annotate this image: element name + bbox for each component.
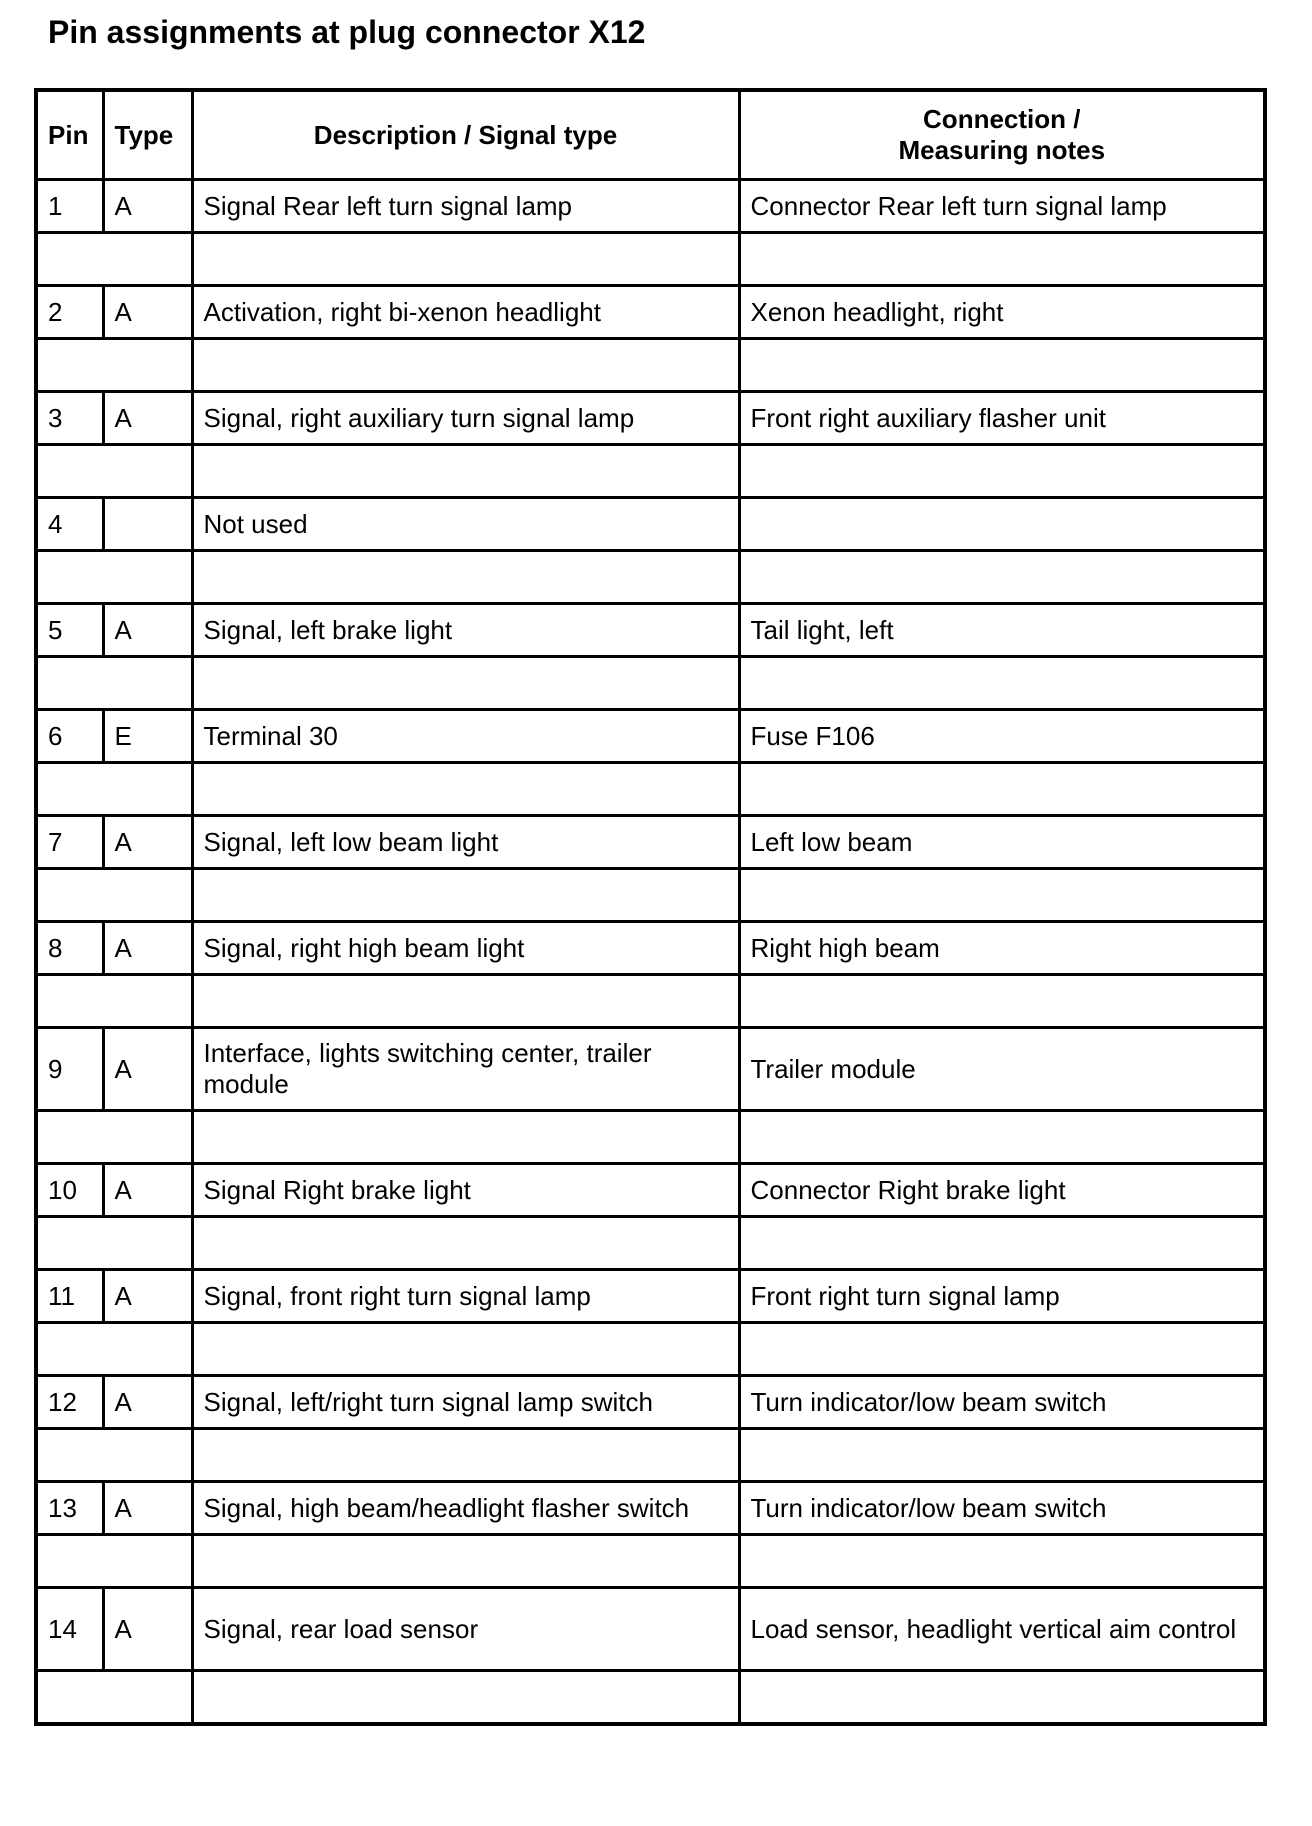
connection-cell	[739, 498, 1265, 551]
page-title: Pin assignments at plug connector X12	[48, 14, 646, 50]
connection-cell: Connector Rear left turn signal lamp	[739, 180, 1265, 233]
pin-cell: 3	[36, 392, 103, 445]
table-row	[36, 816, 1265, 869]
type-cell: A	[103, 1482, 192, 1535]
description-cell: Signal, right auxiliary turn signal lamp	[192, 392, 739, 445]
description-cell: Signal, high beam/headlight flasher switch	[192, 1482, 739, 1535]
spacer-cell	[739, 339, 1265, 392]
connection-cell: Xenon headlight, right	[739, 286, 1265, 339]
spacer-cell	[192, 1323, 739, 1376]
spacer-cell	[192, 657, 739, 710]
spacer-cell	[36, 1429, 192, 1482]
description-cell: Signal Rear left turn signal lamp	[192, 180, 739, 233]
description-cell: Signal, left brake light	[192, 604, 739, 657]
spacer-cell	[739, 1111, 1265, 1164]
spacer-row	[36, 869, 1265, 922]
spacer-cell	[739, 1671, 1265, 1725]
spacer-row	[36, 1671, 1265, 1725]
spacer-cell	[36, 1323, 192, 1376]
spacer-cell	[739, 763, 1265, 816]
spacer-cell	[36, 975, 192, 1028]
spacer-cell	[739, 1429, 1265, 1482]
spacer-cell	[192, 1535, 739, 1588]
spacer-cell	[192, 339, 739, 392]
description-cell: Signal, left low beam light	[192, 816, 739, 869]
spacer-cell	[36, 657, 192, 710]
table-row	[36, 498, 1265, 551]
table-row	[36, 1376, 1265, 1429]
spacer-row	[36, 1535, 1265, 1588]
table-row	[36, 604, 1265, 657]
spacer-row	[36, 339, 1265, 392]
header-type: Type	[103, 90, 192, 180]
pin-cell: 1	[36, 180, 103, 233]
table-row	[36, 392, 1265, 445]
spacer-row	[36, 1111, 1265, 1164]
table-row	[36, 922, 1265, 975]
type-cell: A	[103, 604, 192, 657]
spacer-cell	[739, 445, 1265, 498]
type-cell: A	[103, 392, 192, 445]
connection-cell: Trailer module	[739, 1028, 1265, 1111]
connection-cell: Right high beam	[739, 922, 1265, 975]
header-connection	[739, 90, 1265, 180]
spacer-cell	[739, 551, 1265, 604]
type-cell: A	[103, 1028, 192, 1111]
pin-cell: 13	[36, 1482, 103, 1535]
spacer-cell	[739, 657, 1265, 710]
spacer-cell	[36, 763, 192, 816]
spacer-cell	[739, 975, 1265, 1028]
table-row	[36, 1028, 1265, 1111]
table-row	[36, 1164, 1265, 1217]
description-cell: Not used	[192, 498, 739, 551]
spacer-row	[36, 1323, 1265, 1376]
description-cell: Signal, rear load sensor	[192, 1588, 739, 1671]
connection-cell: Front right turn signal lamp	[739, 1270, 1265, 1323]
spacer-cell	[36, 1535, 192, 1588]
table-row	[36, 1482, 1265, 1535]
table-row	[36, 1588, 1265, 1671]
spacer-cell	[192, 763, 739, 816]
connection-cell: Turn indicator/low beam switch	[739, 1482, 1265, 1535]
connection-cell: Tail light, left	[739, 604, 1265, 657]
pin-cell: 4	[36, 498, 103, 551]
table-row	[36, 1270, 1265, 1323]
spacer-cell	[739, 1217, 1265, 1270]
type-cell: A	[103, 1164, 192, 1217]
connection-cell: Fuse F106	[739, 710, 1265, 763]
spacer-cell	[36, 551, 192, 604]
description-cell: Signal, left/right turn signal lamp switch	[192, 1376, 739, 1429]
spacer-row	[36, 1429, 1265, 1482]
table-header-row	[36, 90, 1265, 180]
type-cell: A	[103, 816, 192, 869]
spacer-cell	[36, 339, 192, 392]
type-cell: A	[103, 922, 192, 975]
spacer-row	[36, 445, 1265, 498]
pin-cell: 14	[36, 1588, 103, 1671]
type-cell: A	[103, 1588, 192, 1671]
header-description: Description / Signal type	[192, 90, 739, 180]
spacer-cell	[739, 1535, 1265, 1588]
spacer-cell	[192, 975, 739, 1028]
spacer-row	[36, 233, 1265, 286]
connection-cell: Load sensor, headlight vertical aim control	[739, 1588, 1265, 1671]
pin-cell: 9	[36, 1028, 103, 1111]
spacer-cell	[739, 869, 1265, 922]
pin-cell: 12	[36, 1376, 103, 1429]
table-row	[36, 286, 1265, 339]
pin-cell: 10	[36, 1164, 103, 1217]
pin-cell: 6	[36, 710, 103, 763]
table-row	[36, 180, 1265, 233]
spacer-row	[36, 657, 1265, 710]
spacer-cell	[192, 869, 739, 922]
spacer-row	[36, 1217, 1265, 1270]
connection-cell: Connector Right brake light	[739, 1164, 1265, 1217]
spacer-cell	[192, 1217, 739, 1270]
spacer-cell	[739, 233, 1265, 286]
spacer-cell	[192, 1671, 739, 1725]
spacer-cell	[192, 1111, 739, 1164]
table-row	[36, 710, 1265, 763]
spacer-row	[36, 975, 1265, 1028]
pin-cell: 5	[36, 604, 103, 657]
spacer-row	[36, 551, 1265, 604]
description-cell: Terminal 30	[192, 710, 739, 763]
spacer-cell	[192, 551, 739, 604]
pin-cell: 11	[36, 1270, 103, 1323]
pin-cell: 7	[36, 816, 103, 869]
spacer-cell	[36, 445, 192, 498]
spacer-row	[36, 763, 1265, 816]
type-cell: A	[103, 180, 192, 233]
spacer-cell	[192, 445, 739, 498]
header-pin: Pin	[36, 90, 103, 180]
spacer-cell	[739, 1323, 1265, 1376]
header-connection-line2: Measuring notes	[898, 135, 1106, 165]
description-cell: Signal Right brake light	[192, 1164, 739, 1217]
spacer-cell	[36, 1671, 192, 1725]
spacer-cell	[36, 233, 192, 286]
type-cell: A	[103, 1376, 192, 1429]
pin-cell: 2	[36, 286, 103, 339]
description-cell: Signal, front right turn signal lamp	[192, 1270, 739, 1323]
connection-cell: Turn indicator/low beam switch	[739, 1376, 1265, 1429]
description-cell: Activation, right bi-xenon headlight	[192, 286, 739, 339]
spacer-cell	[192, 233, 739, 286]
connection-cell: Front right auxiliary flasher unit	[739, 392, 1265, 445]
pin-cell: 8	[36, 922, 103, 975]
spacer-cell	[36, 1111, 192, 1164]
spacer-cell	[36, 1217, 192, 1270]
spacer-cell	[36, 869, 192, 922]
pin-assignment-table	[34, 88, 1267, 1726]
type-cell: E	[103, 710, 192, 763]
type-cell	[103, 498, 192, 551]
spacer-cell	[192, 1429, 739, 1482]
header-connection-line1: Connection /	[923, 104, 1081, 134]
type-cell: A	[103, 1270, 192, 1323]
description-cell: Signal, right high beam light	[192, 922, 739, 975]
description-cell: Interface, lights switching center, trailer module	[192, 1028, 739, 1111]
type-cell: A	[103, 286, 192, 339]
connection-cell: Left low beam	[739, 816, 1265, 869]
